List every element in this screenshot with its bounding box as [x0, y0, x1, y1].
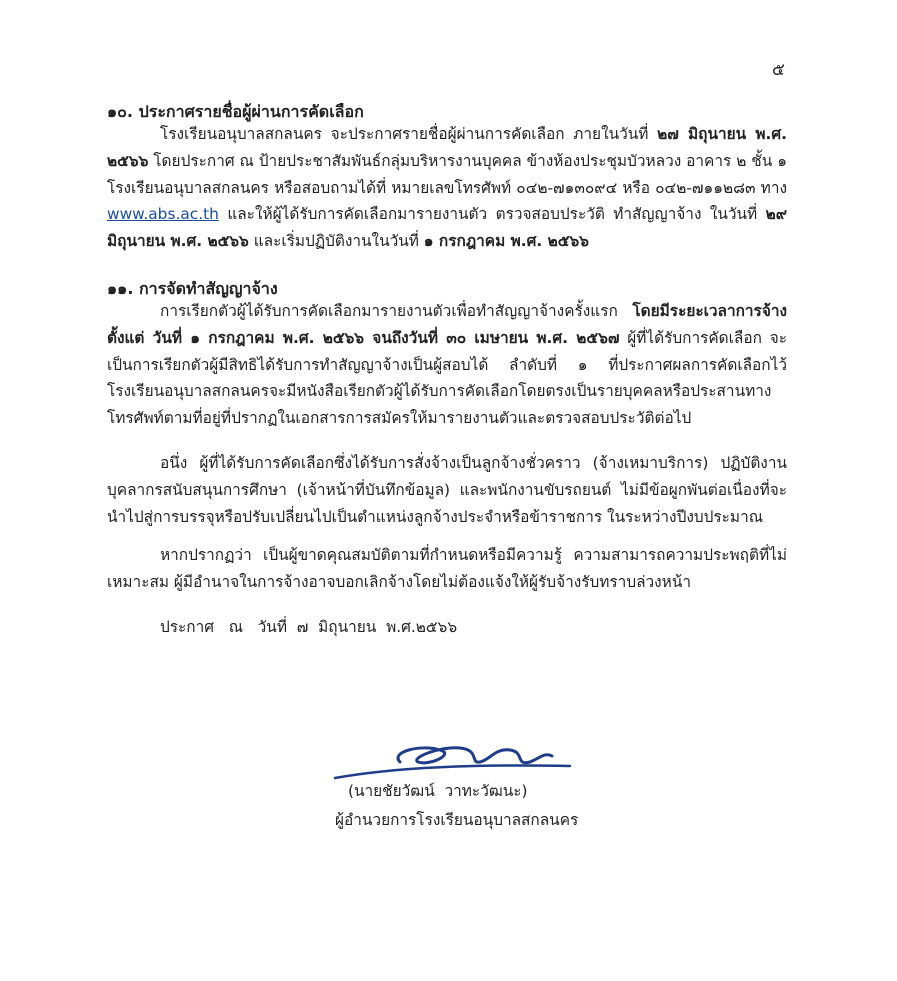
section-11-paragraph-2 — [107, 450, 787, 530]
s11-contract-period: โดยมีระยะเวลาการจ้างตั้งแต่ วันที่ ๑ กรกฎาคม พ.ศ. ๒๕๖๖ จนถึงวันที่ ๓๐ เมษายน พ.ศ. ๒๕๖๗ — [107, 302, 787, 347]
s10-text-a: โรงเรียนอนุบาลสกลนคร จะประกาศรายชื่อผู้ผ่านการคัดเลือก ภายในวันที่ — [160, 125, 658, 143]
signer-name: (นายชัยวัฒน์ วาทะวัฒนะ) — [348, 782, 528, 800]
s10-text-c: โดยประกาศ ณ ป้ายประชาสัมพันธ์กลุ่มบริหารงานบุคคล ข้างห้องประชุมบัวหลวง อาคาร ๒ ชั้น ๑ โรงเรียนอนุบาลสกลนคร หรือสอบถามได้ที่ หมายเลขโทรศัพท์ ๐๔๒-๗๑๓๐๙๔ หรือ ๐๔๒-๗๑๑๒๘๓ ทาง — [107, 151, 787, 197]
s11-text-p2: อนึ่ง ผู้ที่ได้รับการคัดเลือกซึ่งได้รับการสั่งจ้างเป็นลูกจ้างชั่วคราว (จ้างเหมาบริการ) ปฏิบัติงานบุคลากรสนับสนุนการศึกษา (เจ้าหน้าที่บันทึกข้อมูล) และพนักงานขับรถยนต์ ไม่มีข้อผูกพันต่อเนื่องที่จะนำไปสู่การบรรจุหรือปรับเปลี่ยนไปเป็นตำแหน่งลูกจ้างประจำหรือข้าราชการ ในระหว่างปีงบประมาณ — [107, 454, 787, 526]
announcement-date — [107, 614, 787, 641]
s10-date-start: ๑ กรกฎาคม พ.ศ. ๒๕๖๖ — [423, 232, 589, 251]
s10-date-report: ๒๙ มิถุนายน พ.ศ. ๒๕๖๖ — [107, 205, 787, 251]
section-10-title: ๑๐. ประกาศรายชื่อผู้ผ่านการคัดเลือก — [107, 102, 364, 121]
website-link[interactable]: www.abs.ac.th — [107, 205, 219, 224]
signer-position: ผู้อำนวยการโรงเรียนอนุบาลสกลนคร — [335, 811, 579, 829]
s10-text-f: และเริ่มปฏิบัติงานในวันที่ — [248, 232, 424, 251]
section-11-title: ๑๑. การจัดทำสัญญาจ้าง — [107, 279, 278, 298]
page-number: ๕ — [772, 60, 785, 80]
section-10-paragraph — [107, 121, 787, 255]
signature-stroke-1 — [398, 748, 552, 763]
announce-text: ประกาศ ณ วันที่ ๗ มิถุนายน พ.ศ.๒๕๖๖ — [160, 618, 458, 636]
s10-date-announce: ๒๗ มิถุนายน พ.ศ. ๒๕๖๖ — [107, 125, 787, 170]
s10-text-d: และให้ผู้ได้รับการคัดเลือกมารายงานตัว ตรวจสอบประวัติ ทำสัญญาจ้าง ในวันที่ — [218, 205, 766, 224]
signature-image — [330, 722, 580, 784]
s11-text-p3: หากปรากฏว่า เป็นผู้ขาดคุณสมบัติตามที่กำหนดหรือมีความรู้ ความสามารถความประพฤติที่ไม่เหมาะสม ผู้มีอำนาจในการจ้างอาจบอกเลิกจ้างโดยไม่ต้องแจ้งให้ผู้รับจ้างรับทราบล่วงหน้า — [107, 546, 787, 591]
s11-text-c: ผู้ที่ได้รับการคัดเลือก จะเป็นการเรียกตัวผู้มีสิทธิได้รับการทำสัญญาจ้างเป็นผู้สอบได้ ลำดับที่ ๑ ที่ประกาศผลการคัดเลือกไว้ โรงเรียนอนุบาลสกลนครจะมีหนังสือเรียกตัวผู้ได้รับการคัดเลือกโดยตรงเป็นรายบุคคลหรือประสานทางโทรศัพท์ตามที่อยู่ที่ปรากฏในเอกสารการสมัครให้มารายงานตัวและตรวจสอบประวัติต่อไป — [107, 328, 787, 428]
section-11-paragraph-3 — [107, 542, 787, 596]
signature-stroke-2 — [335, 766, 570, 779]
s11-text-a: การเรียกตัวผู้ได้รับการคัดเลือกมารายงานตัวเพื่อทำสัญญาจ้างครั้งแรก — [160, 302, 633, 320]
section-11-paragraph-1 — [107, 298, 787, 432]
